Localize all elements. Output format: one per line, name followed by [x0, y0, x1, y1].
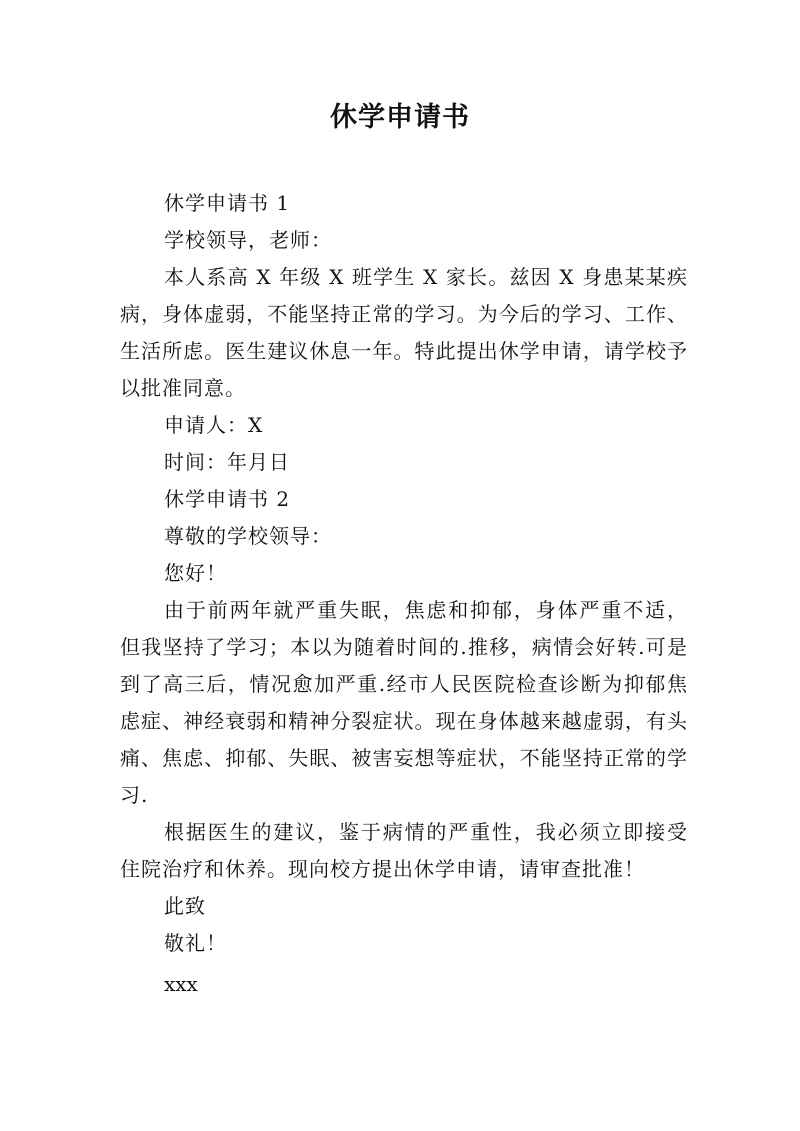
paragraph-date: 时间：年月日: [164, 450, 290, 474]
paragraph-body-1: 本人系高 X 年级 X 班学生 X 家长。兹因 X 身患某某疾病，身体虚弱，不能坚持正常的学习。为今后的学习、工作、生活所虑。医生建议休息一年。特此提出休学申请，请学校予以批准同意。: [120, 265, 688, 400]
document-title: 休学申请书: [330, 102, 470, 133]
paragraph-applicant: 申请人：X: [164, 413, 264, 437]
paragraph-closing-2: 敬礼！: [164, 931, 227, 955]
paragraph-closing-1: 此致: [164, 894, 206, 918]
paragraph-heading-1: 休学申请书 1: [164, 191, 291, 215]
paragraph-signature: xxx: [164, 972, 198, 996]
paragraph-greeting: 您好！: [164, 561, 227, 585]
paragraph-body-3: 根据医生的建议，鉴于病情的严重性，我必须立即接受住院治疗和休养。现向校方提出休学申请，请审查批准！: [120, 820, 688, 881]
paragraph-body-2: 由于前两年就严重失眠，焦虑和抑郁，身体严重不适，但我坚持了学习；本以为随着时间的.推移，病情会好转.可是到了高三后，情况愈加严重.经市人民医院检查诊断为抑郁焦虑症、神经衰弱和精神分裂症状。现在身体越来越虚弱，有头痛、焦虑、抑郁、失眠、被害妄想等症状，不能坚持正常的学习.: [120, 598, 688, 807]
paragraph-salutation-1: 学校领导，老师：: [164, 228, 332, 252]
document-body: [120, 185, 688, 1003]
paragraph-heading-2: 休学申请书 2: [164, 487, 291, 511]
paragraph-salutation-2: 尊敬的学校领导：: [164, 524, 332, 548]
